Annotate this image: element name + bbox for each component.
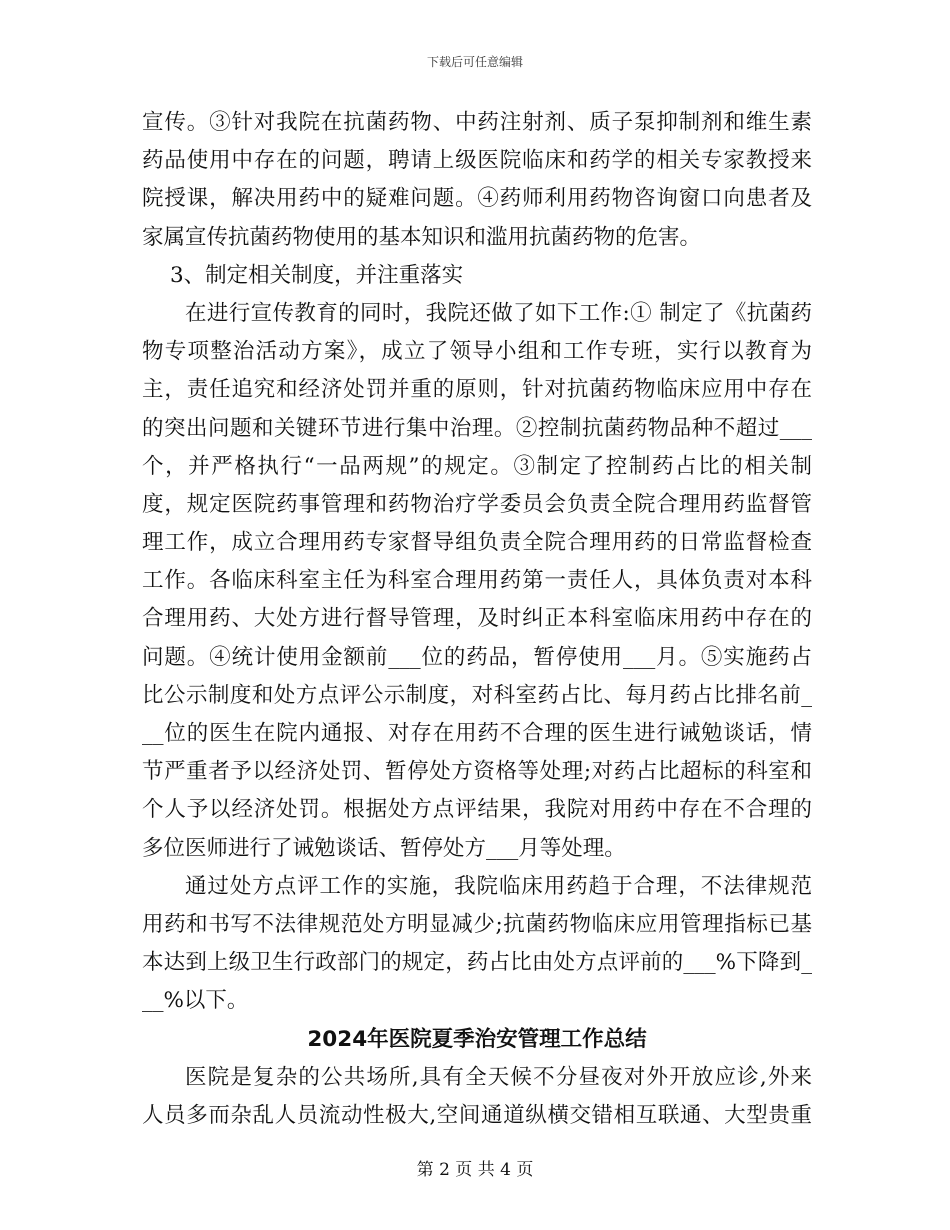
paragraph-line: __%以下。 <box>142 988 249 1014</box>
paragraph-line: 个，并严格执行“一品两规”的规定。③制定了控制药占比的相关制 <box>142 453 812 479</box>
paragraph-line: 在进行宣传教育的同时，我院还做了如下工作:① 制定了《抗菌药 <box>185 300 812 326</box>
paragraph-line: 宣传。③针对我院在抗菌药物、中药注射剂、质子泵抑制剂和维生素 <box>142 110 812 135</box>
document-body <box>142 104 812 1135</box>
paragraph-line: 用药和书写不法律规范处方明显减少;抗菌药物临床应用管理指标已基 <box>142 911 812 937</box>
paragraph-line: 医院是复杂的公共场所,具有全天候不分昼夜对外开放应诊,外来 <box>185 1064 812 1090</box>
paragraph-line: 药品使用中存在的问题，聘请上级医院临床和药学的相关专家教授来 <box>142 148 812 174</box>
section-heading: 3、制定相关制度，并注重落实 <box>170 262 464 288</box>
paragraph-line: 理工作，成立合理用药专家督导组负责全院合理用药的日常监督检查 <box>142 530 812 556</box>
paragraph-line: 问题。④统计使用金额前___位的药品，暂停使用___月。⑤实施药占 <box>142 644 812 670</box>
paragraph-line: 个人予以经济处罚。根据处方点评结果，我院对用药中存在不合理的 <box>142 797 812 823</box>
paragraph-line: 度，规定医院药事管理和药物治疗学委员会负责全院合理用药监督管 <box>142 491 812 517</box>
page-header: 下载后可任意编辑 <box>426 55 523 69</box>
paragraph-line: 工作。各临床科室主任为科室合理用药第一责任人，具体负责对本科 <box>142 568 812 594</box>
section-title: 2024年医院夏季治安管理工作总结 <box>307 1026 647 1052</box>
paragraph-line: 本达到上级卫生行政部门的规定，药占比由处方点评前的___%下降到_ <box>142 950 812 976</box>
page-footer: 第 2 页 共 4 页 <box>416 1160 534 1180</box>
paragraph-line: 家属宣传抗菌药物使用的基本知识和滥用抗菌药物的危害。 <box>142 224 702 250</box>
paragraph-line: 合理用药、大处方进行督导管理，及时纠正本科室临床用药中存在的 <box>142 606 812 632</box>
paragraph-line: 比公示制度和处方点评公示制度，对科室药占比、每月药占比排名前_ <box>142 682 812 708</box>
paragraph-line: 院授课，解决用药中的疑难问题。④药师利用药物咨询窗口向患者及 <box>142 186 812 212</box>
paragraph-line: 通过处方点评工作的实施，我院临床用药趋于合理，不法律规范 <box>185 873 812 899</box>
paragraph-line: 节严重者予以经济处罚、暂停处方资格等处理;对药占比超标的科室和 <box>142 759 812 785</box>
paragraph-line: __位的医生在院内通报、对存在用药不合理的医生进行诫勉谈话，情 <box>142 721 812 746</box>
paragraph-line: 人员多而杂乱人员流动性极大,空间通道纵横交错相互联通、大型贵重 <box>142 1102 812 1128</box>
paragraph-line: 物专项整治活动方案》，成立了领导小组和工作专班，实行以教育为 <box>142 339 812 365</box>
paragraph-line: 的突出问题和关键环节进行集中治理。②控制抗菌药物品种不超过___ <box>142 415 812 441</box>
paragraph-line: 多位医师进行了诫勉谈话、暂停处方___月等处理。 <box>142 835 626 861</box>
paragraph-line: 主，责任追究和经济处罚并重的原则，针对抗菌药物临床应用中存在 <box>142 377 812 403</box>
